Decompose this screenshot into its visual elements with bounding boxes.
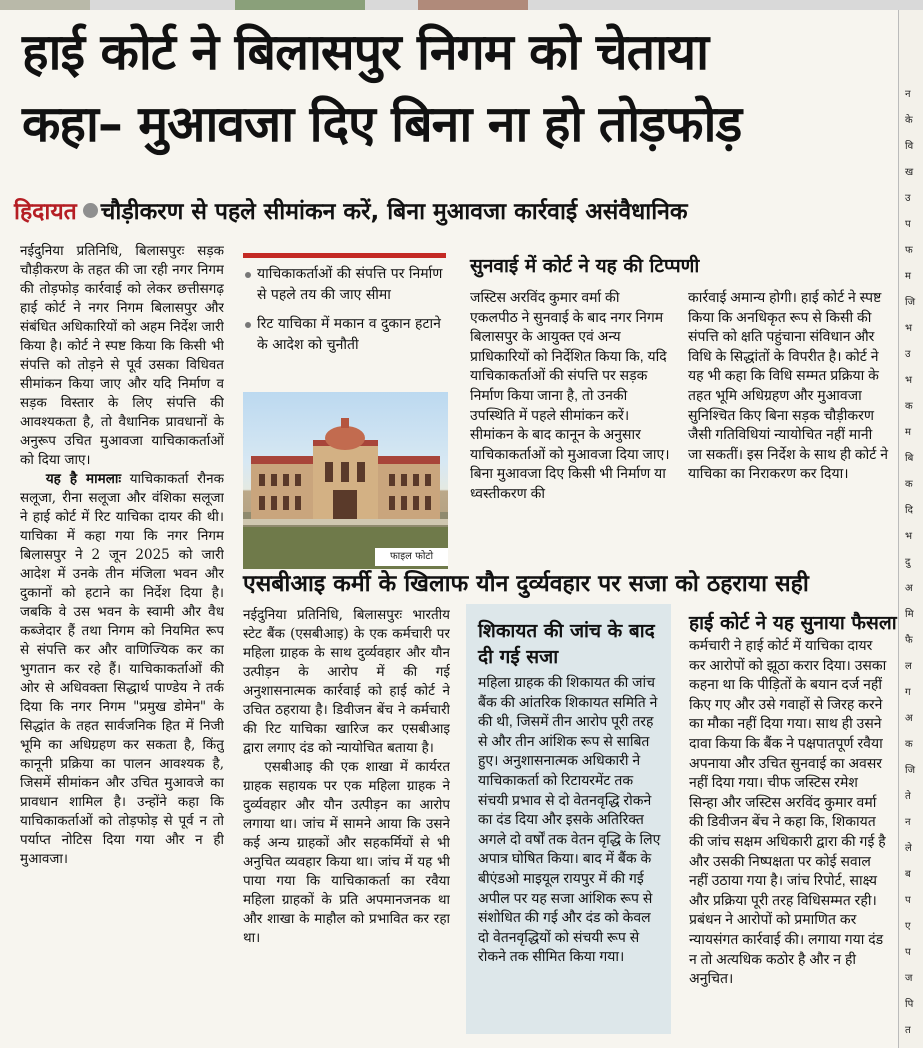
edge-fragment: जि: [905, 765, 916, 776]
edge-fragment: उ: [905, 193, 911, 204]
edge-fragment: क: [905, 739, 913, 750]
subheadline-kicker: हिदायत: [14, 199, 77, 225]
story2-para1: भारतीय स्टेट बैंक (एसबीआइ) के एक कर्मचारी पर महिला ग्राहक के साथ दुर्व्यवहार और यौन उत्पीड़न के आरोप में की गई अनुशासनात्मक कार्रवाई को हाई कोर्ट ने उचित ठहराया है। डिवीजन बेंच ने कर्मचारी की रिट याचिका खारिज कर एसबीआइ द्वारा लगाए दंड को न्यायोचित बताया है।: [243, 607, 450, 756]
verdict-text: कर्मचारी ने हाई कोर्ट में याचिका दायर कर आरोपों को झूठा करार दिया। उसका कहना था कि पीड़ितों के बयान दर्ज नहीं किए गए और उसे गवाहों से जिरह करने का मौका नहीं दिया गया। साथ ही उसने दावा किया कि बैंक ने पक्षपातपूर्ण रवैया अपनाया और उचित सुनवाई का अवसर नहीं दिया गया। चीफ जस्टिस रमेश सिन्हा और जस्टिस अरविंद कुमार वर्मा की डिवीजन बेंच ने कहा कि, शिकायत की जांच सक्षम अधिकारी द्वारा की गई है और उसकी निष्पक्षता पर कोई सवाल नहीं उठाया गया है। जांच रिपोर्ट, साक्ष्य और प्रक्रिया पूरी तरह विधिसम्मत रही। प्रबंधन ने आरोपों को प्रमाणित कर न्यायसंगत कार्रवाई की। लगाया गया दंड न तो अत्यधिक कठोर है और न ही अनुचित।: [689, 637, 887, 987]
edge-fragment: ल: [905, 661, 912, 672]
highlights-list: [243, 264, 448, 364]
edge-fragment: भ: [905, 375, 913, 386]
tippani-column-1: [470, 288, 670, 504]
edge-fragment: जि: [905, 297, 916, 308]
highlight-item: याचिकाकर्ताओं की संपत्ति पर निर्माण से पहले तय की जाए सीमा: [243, 264, 448, 306]
edge-fragment: ग: [905, 687, 911, 698]
edge-fragment: ते: [905, 791, 911, 802]
story1-para1: सड़क चौड़ीकरण के तहत की जा रही नगर निगम की तोड़फोड़ कार्रवाई को लेकर छत्तीसगढ़ हाई कोर्ट ने नगर निगम बिलासपुर और संबंधित अधिकारियों को अहम निर्देश जारी किया है। कोर्ट ने स्पष्ट किया कि किसी भी संपत्ति को तोड़ने से पूर्व उसका विधिवत सीमांकन किया जाए और यदि निर्माण व सड़क विस्तार के लिए संपत्ति की आवश्यकता है, तो वैधानिक प्रावधानों के अनुरूप उचित मुआवजा याचिकाकर्ताओं को दिया जाए।: [20, 243, 224, 468]
edge-fragment: दु: [905, 557, 911, 568]
subheadline-text: चौड़ीकरण से पहले सीमांकन करें, बिना मुआवजा कार्रवाई असंवैधानिक: [100, 199, 688, 225]
edge-fragment: वि: [905, 141, 914, 152]
edge-fragment: ख: [905, 167, 914, 178]
edge-fragment: मि: [905, 609, 914, 620]
highlight-accent-bar: [243, 253, 446, 258]
story2-para2: एसबीआइ की एक शाखा में कार्यरत ग्राहक सहायक पर एक महिला ग्राहक ने दुर्व्यवहार और यौन उत्पीड़न का आरोप लगाया था। जांच में सामने आया कि उसने कई अन्य ग्राहकों और सहकर्मियों से भी अनुचित व्यवहार किया था। जांच में यह भी पाया गया कि याचिकाकर्ता का रवैया महिला ग्राहकों के प्रति अपमानजनक था और शाखा के माहौल को प्रभावित कर रहा था।: [243, 759, 450, 946]
edge-fragment: म: [905, 271, 911, 282]
edge-fragment: न: [905, 817, 911, 828]
edge-fragment: प: [905, 895, 911, 906]
adjacent-article-edge: [898, 10, 923, 1048]
edge-fragment: के: [905, 115, 913, 126]
story1-body: [20, 242, 224, 1042]
edge-fragment: ज: [905, 973, 913, 984]
story1-para2: याचिकाकर्ता रौनक सलूजा, रीना सलूजा और वंशिका सलूजा ने हाई कोर्ट में रिट याचिका दायर की थी। याचिका में कहा गया कि नगर निगम बिलासपुर ने 2 जून 2025 को जारी आदेश में उनके तीन मंजिला भवन और दुकानों को हटाने का निर्देश दिया है। जबकि वे उस भवन के स्वामी और वैध कब्जेदार हैं तथा निगम को नियमित रूप से संपत्ति कर और वाणिज्यिक कर का भुगतान कर रहे हैं। याचिकाकर्ताओं की ओर से अधिवक्ता सिद्धार्थ पाण्डेय ने तर्क दिया कि नगर निगम "प्रमुख डोमेन" के सिद्धांत के तहत सार्वजनिक हित में निजी भूमि का अधिग्रहण कर सकता है, किंतु कानूनी प्रक्रिया का पालन आवश्यक है, जिसमें सीमांकन और उचित मुआवजे का प्रावधान शामिल है। उन्होंने कहा कि याचिकाकर्ताओं को तोड़फोड़ से पूर्व न तो पर्याप्त नोटिस दिया गया और न ही मुआवजा।: [20, 471, 224, 867]
tippani-text: कार्रवाई अमान्य होगी। हाई कोर्ट ने स्पष्ट किया कि अनधिकृत रूप से किसी की संपत्ति को क्षति पहुंचाना संविधान और विधि के सिद्धांतों के विपरीत है। कोर्ट ने यह भी कहा कि विधि सम्मत प्रक्रिया के तहत भूमि अधिग्रहण और मुआवजा सुनिश्चित किए बिना सड़क चौड़ीकरण जैसी गतिविधियां न्यायोचित नहीं मानी जा सकतीं। इस निर्देश के साथ ही कोर्ट ने याचिका का निराकरण कर दिया।: [688, 289, 888, 482]
tippani-column-2: [688, 288, 888, 484]
edge-fragment: क: [905, 401, 913, 412]
top-image-fragment: [0, 0, 90, 10]
edge-fragment: प: [905, 947, 911, 958]
headline-line-1: हाई कोर्ट ने बिलासपुर निगम को चेताया: [22, 23, 709, 81]
edge-fragment: ले: [905, 843, 912, 854]
photo-credit: फाइल फोटो: [375, 548, 448, 566]
edge-fragment: म: [905, 427, 911, 438]
verdict-body: [689, 636, 889, 989]
highlight-item: रिट याचिका में मकान व दुकान हटाने के आदेश को चुनौती: [243, 314, 448, 356]
edge-fragment: फै: [905, 635, 913, 646]
bullet-dot-icon: [83, 203, 98, 218]
subheadline: [14, 196, 688, 228]
edge-fragment: भ: [905, 531, 913, 542]
top-image-fragment: [418, 0, 528, 10]
high-court-photo: [243, 392, 448, 569]
edge-fragment: भ: [905, 323, 913, 334]
story1-dateline: नईदुनिया प्रतिनिधि, बिलासपुरः: [20, 243, 185, 259]
top-image-fragment: [235, 0, 365, 10]
edge-fragment: ब: [905, 869, 911, 880]
sidebar-box-text: महिला ग्राहक की शिकायत की जांच बैंक की आंतरिक शिकायत समिति ने की थी, जिसमें तीन आरोप पूरी तरह से और तीन आंशिक रूप से साबित हुए। अनुशासनात्मक अधिकारी ने याचिकाकर्ता को रिटायरमेंट तक संचयी प्रभाव से दो वेतनवृद्धि रोकने का दंड दिया और इसके अतिरिक्त अगले दो वर्षों तक वेतन वृद्धि के लिए अपात्र घोषित किया। बाद में बैंक के बीएंडओ माइयूल रायपुर में की गई अपील पर यह सजा आंशिक रूप से संशोधित की गई और दंड को केवल दो वेतनवृद्धियों को संचयी रूप से रोकने तक सीमित किया गया।: [478, 674, 661, 965]
edge-fragment: न: [905, 89, 911, 100]
story2-body: [243, 606, 450, 1042]
edge-fragment: फ: [905, 245, 913, 256]
edge-fragment: अ: [905, 583, 913, 594]
edge-fragment: ए: [905, 921, 911, 932]
tippani-text: जस्टिस अरविंद कुमार वर्मा की एकलपीठ ने सुनवाई के बाद नगर निगम बिलासपुर के आयुक्त एवं अन्य प्राधिकारियों को निर्देशित किया कि, यदि याचिकाकर्ताओं की संपत्ति पर सड़क निर्माण किया जाना है, तो उनकी उपस्थिति में पहले सीमांकन करें। सीमांकन के बाद कानून के अनुसार याचिकाकर्ताओं को मुआवजा दिया जाए। बिना मुआवजा दिए किसी भी निर्माण या ध्वस्तीकरण की: [470, 289, 670, 501]
story2-headline: एसबीआइ कर्मी के खिलाफ यौन दुर्व्यवहार पर सजा को ठहराया सही: [243, 571, 809, 597]
sidebar-box-heading: शिकायत की जांच के बाद दी गई सजा: [478, 620, 655, 668]
edge-fragment: पि: [905, 999, 914, 1010]
sidebar-box-body: [478, 673, 665, 967]
section-heading: सुनवाई में कोर्ट ने यह की टिप्पणी: [470, 255, 700, 277]
story2-dateline: नईदुनिया प्रतिनिधि, बिलासपुरः: [243, 607, 403, 623]
edge-fragment: प: [905, 219, 911, 230]
edge-fragment: त: [905, 1025, 911, 1036]
edge-fragment: दि: [905, 505, 913, 516]
edge-fragment: उ: [905, 349, 911, 360]
headline-line-2: कहा– मुआवजा दिए बिना ना हो तोड़फोड़: [22, 95, 742, 153]
edge-fragment: अ: [905, 713, 913, 724]
story1-subhead: यह है मामलाः: [45, 471, 122, 487]
verdict-heading: हाई कोर्ट ने यह सुनाया फैसला: [689, 612, 897, 634]
edge-fragment: बि: [905, 453, 914, 464]
edge-fragment: क: [905, 479, 913, 490]
high-court-building-icon: [243, 392, 448, 569]
